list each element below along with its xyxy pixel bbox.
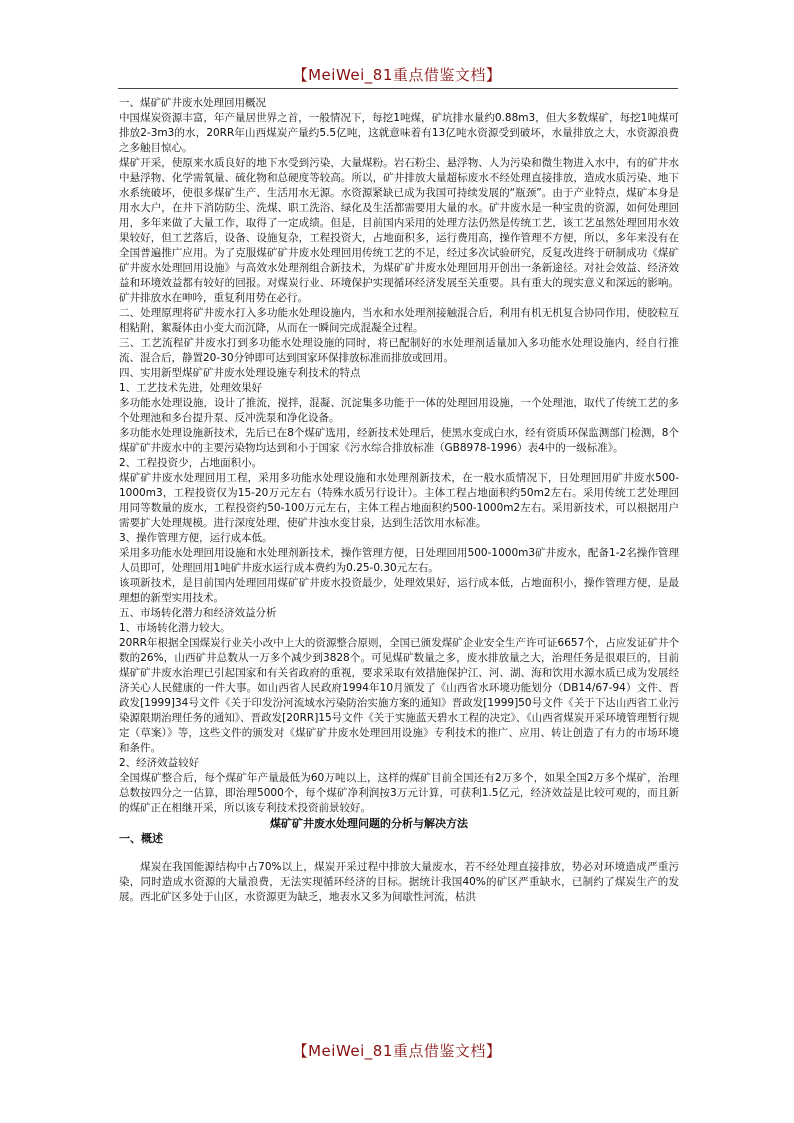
paragraph: 二、处理原理将矿井废水打入多功能水处理设施内，当水和水处理剂接触混合后，利用有机无机复合协同作用，使胶粒互相粘附，絮凝体由小变大而沉降，从而在一瞬间完成混凝全过程。	[119, 307, 679, 334]
section-heading-overview: 一、煤矿矿井废水处理回用概况	[119, 97, 266, 109]
paragraph: 煤矿开采，使原来水质良好的地下水受到污染，大量煤粉。岩石粉尘、悬浮物、人为污染和微生物进入水中，有的矿井水中悬浮物、化学需氧量、硫化物和总硬度等较高。所以，矿井排放大量超标废水不经处理直接排放，造成水质污染、地下水系统破坏，使很多煤矿生产、生活用水无源。水资源紧缺已成为我国可持续发展的“瓶颈”。由于产业特点，煤矿本身是用水大户，在井下消防防尘、洗煤、职工洗浴、绿化及生活都需要用大量的水。矿井废水是一种宝贵的资源，如何处理回用，多年来做了大量工作，取得了一定成绩。但是，目前国内采用的处理方法仍然是传统工艺，该工艺虽然处理回用水效果较好，但工艺落后，设备、设施复杂，工程投资大，占地面积多，运行费用高，操作管理不方便，所以，多年来没有在全国普遍推广应用。为了克服煤矿矿井废水处理回用传统工艺的不足，经过多次试验研究，反复改进终于研制成功《煤矿矿井废水处理回用设施》与高效水处理剂组合新技术，为煤矿矿井废水处理回用开创出一条新途径。对社会效益、经济效益和环境效益都有较好的回报。对煤炭行业、环境保护实现循环经济发展至关重要。具有重大的现实意义和深远的影响。矿井排放水在呻吟，重复利用势在必行。	[119, 157, 679, 304]
paragraph: 多功能水处理设施，设计了推流，搅拌，混凝、沉淀集多功能于一体的处理回用设施，一个处理池，取代了传统工艺的多个处理池和多台提升泵、反冲洗泵和净化设备。	[119, 397, 679, 424]
document-footer: 【MeiWei_81重点借鉴文档】	[292, 1042, 502, 1060]
subheading: 1、工艺技术先进，处理效果好	[119, 382, 263, 394]
subheading: 3、操作管理方便，运行成本低。	[119, 532, 273, 544]
subheading: 2、经济效益较好	[119, 757, 200, 769]
paragraph: 中国煤炭资源丰富，年产量居世界之首，一般情况下，每挖1吨煤，矿坑排水量约0.88m3，但大多数煤矿，每挖1吨煤可排放2-3m3的水，20RR年山西煤炭产量约5.5亿吨，这就意味着有13亿吨水资源受到破坏，水量排放之大，水资源浪费之多触目惊心。	[119, 112, 679, 154]
subheading: 2、工程投资少，占地面积小。	[119, 457, 263, 469]
paragraph: 三、工艺流程矿井废水打到多功能水处理设施的同时，将已配制好的水处理剂适量加入多功能水处理设施内，经自行推流、混合后，静置20-30分钟即可达到国家环保排放标准而排放或回用。	[119, 337, 679, 364]
document-header: 【MeiWei_81重点借鉴文档】	[292, 66, 502, 84]
document-body	[119, 96, 679, 905]
subheading: 1、市场转化潜力较大。	[119, 622, 231, 634]
article-title: 煤矿矿井废水处理问题的分析与解决方法	[270, 817, 468, 830]
paragraph: 多功能水处理设施新技术，先后已在8个煤矿选用，经新技术处理后，使黑水变成白水，经有资质环保监测部门检测，8个煤矿矿井废水中的主要污染物均达到和小于国家《污水综合排放标准（GB8978-1996）表4中的一级标准》。	[119, 427, 679, 454]
paragraph: 20RR年根据全国煤炭行业关小改中上大的资源整合原则，全国已颁发煤矿企业安全生产许可证6657个，占应发证矿井个数的26%，山西矿井总数从一万多个减少到3828个。可见煤矿数量之多，废水排放量之大，治理任务是很艰巨的，目前煤矿矿井废水治理已引起国家和有关省政府的重视，要求采取有效措施保护江、河、湖、海和饮用水源水质已成为发展经济关心人民健康的一件大事。如山西省人民政府1994年10月颁发了《山西省水环境功能划分（DB14/67-94）文件、晋政发[1999]34号文件《关于印发汾河流域水污染防治实施方案的通知》晋政发[1999]50号文件《关于下达山西省工业污染源限期治理任务的通知》、晋政发[20RR]15号文件《关于实施蓝天碧水工程的决定》、《山西省煤炭开采环境管理暂行规定（草案）》等，这些文件的颁发对《煤矿矿井废水处理回用设施》专利技术的推广、应用、转让创造了有力的市场环境和条件。	[119, 637, 679, 754]
paragraph: 采用多功能水处理回用设施和水处理剂新技术，操作管理方便，日处理回用500-1000m3矿井废水，配备1-2名操作管理人员即可，处理回用1吨矿井废水运行成本费约为0.25-0.30元左右。	[119, 547, 679, 574]
paragraph: 煤矿矿井废水处理回用工程，采用多功能水处理设施和水处理剂新技术，在一般水质情况下，日处理回用矿井废水500-1000m3，工程投资仅为15-20万元左右（特殊水质另行设计）。主体工程占地面积约50m2左右。采用传统工艺处理回用同等数量的废水，工程投资约50-100万元左右，主体工程占地面积约500-1000m2左右。采用新技术，可以根据用户需要扩大处理规模。进行深度处理，使矿井浊水变甘泉，达到生活饮用水标准。	[119, 472, 679, 529]
article-section-heading: 一、概述	[119, 832, 163, 845]
section-heading-market: 五、市场转化潜力和经济效益分析	[119, 607, 277, 619]
header-divider	[118, 88, 678, 89]
paragraph: 该项新技术，是目前国内处理回用煤矿矿井废水投资最少，处理效果好，运行成本低，占地面积小，操作管理方便，是最理想的新型实用技术。	[119, 577, 679, 604]
paragraph: 全国煤矿整合后，每个煤矿年产量最低为60万吨以上，这样的煤矿目前全国还有2万多个，如果全国2万多个煤矿，治理总数按四分之一估算，即治理5000个，每个煤矿净利润按3万元计算，可获利1.5亿元，经济效益是比较可观的，而且新的煤矿正在相继开采，所以该专利技术投资前景较好。	[119, 772, 679, 814]
section-heading-features: 四、实用新型煤矿矿井废水处理设施专利技术的特点	[119, 367, 361, 379]
article-paragraph: 煤炭在我国能源结构中占70%以上，煤炭开采过程中排放大量废水，若不经处理直接排放，势必对环境造成严重污染，同时造成水资源的大量浪费，无法实现循环经济的目标。据统计我国40%的矿区严重缺水，已制约了煤炭生产的发展。西北矿区多处于山区，水资源更为缺乏，地表水又多为间歇性河流，枯洪	[119, 861, 679, 903]
